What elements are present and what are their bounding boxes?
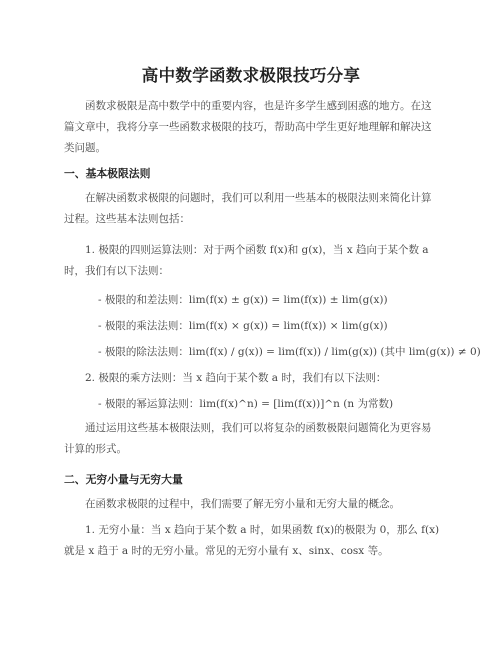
rule-multiplication: - 极限的乘法法则：lim(f(x) × g(x)) = lim(f(x)) × lim(g(x)) bbox=[98, 320, 388, 332]
rule1-paragraph: 1. 极限的四则运算法则：对于两个函数 f(x)和 g(x)，当 x 趋向于某个数 a 时，我们有以下法则： bbox=[64, 244, 429, 277]
rule-division: - 极限的除法法则：lim(f(x) / g(x)) = lim(f(x)) / lim(g(x)) (其中 lim(g(x)) ≠ 0) bbox=[98, 346, 481, 358]
intro-paragraph: 函数求极限是高中数学中的重要内容，也是许多学生感到困惑的地方。在这篇文章中，我将分享一些函数求极限的技巧，帮助高中学生更好地理解和解决这类问题。 bbox=[64, 100, 432, 154]
section1-summary: 通过运用这些基本极限法则，我们可以将复杂的函数极限问题简化为更容易计算的形式。 bbox=[64, 422, 432, 455]
infinitesimal-paragraph: 1. 无穷小量：当 x 趋向于某个数 a 时，如果函数 f(x)的极限为 0，那么 f(x)就是 x 趋于 a 时的无穷小量。常见的无穷小量有 x、sinx、cosx 等。 bbox=[64, 524, 440, 557]
section1-intro: 在解决函数求极限的问题时，我们可以利用一些基本的极限法则来简化计算过程。这些基本法则包括： bbox=[64, 192, 432, 225]
section2-intro: 在函数求极限的过程中，我们需要了解无穷小量和无穷大量的概念。 bbox=[85, 498, 400, 510]
section2-heading: 二、无穷小量与无穷大量 bbox=[64, 473, 183, 486]
document-title: 高中数学函数求极限技巧分享 bbox=[141, 66, 361, 85]
rule2-paragraph: 2. 极限的乘方法则：当 x 趋向于某个数 a 时，我们有以下法则： bbox=[85, 372, 387, 384]
section1-heading: 一、基本极限法则 bbox=[64, 167, 151, 180]
rule-sum-difference: - 极限的和差法则：lim(f(x) ± g(x)) = lim(f(x)) ± lim(g(x)) bbox=[98, 294, 388, 306]
rule-power: - 极限的幂运算法则：lim(f(x)^n) = [lim(f(x))]^n (n 为常数) bbox=[98, 398, 394, 410]
